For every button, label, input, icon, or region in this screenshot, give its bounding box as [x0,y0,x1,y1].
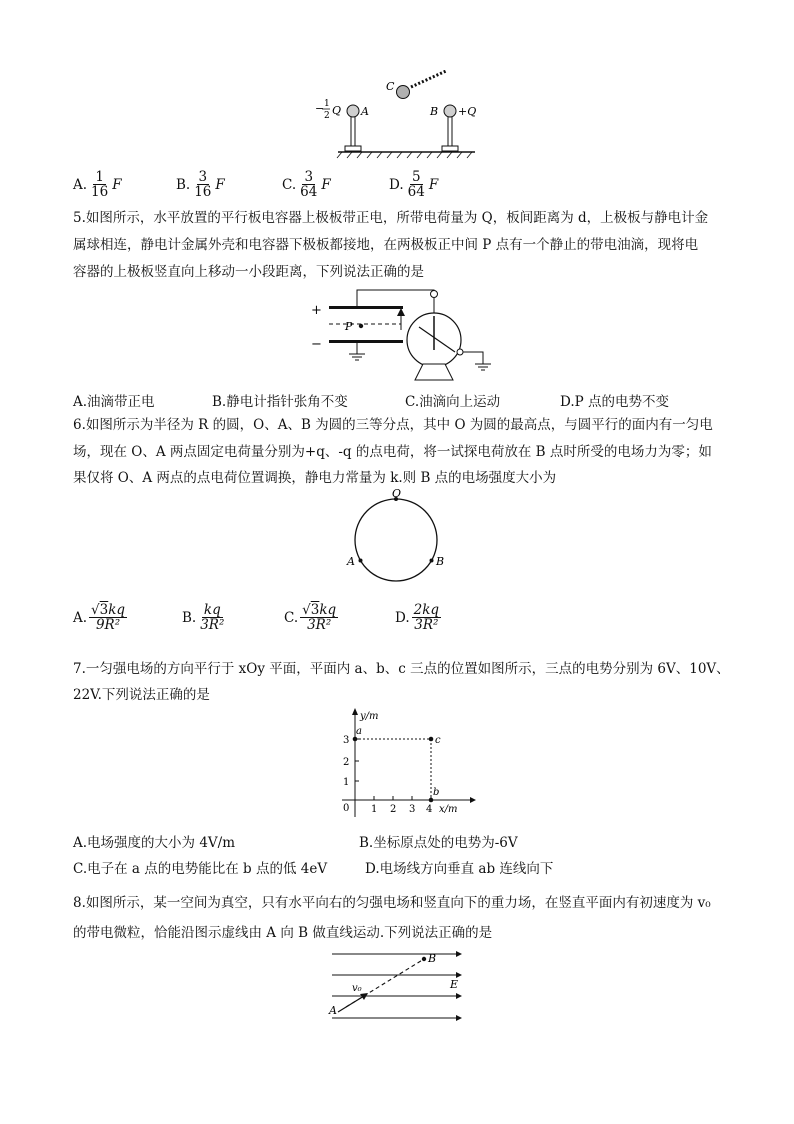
label-e: E [450,978,459,991]
point-b [429,798,434,803]
label-b: B [436,555,445,568]
q5-option-d: D.P 点的电势不变 [560,394,670,410]
label-a: A [329,1004,337,1017]
x-tick-2: 2 [390,804,397,815]
sphere-c [397,86,410,99]
q5-line-2: 属球相连，静电计金属外壳和电容器下极板都接地，在两极板正中间 P 点有一个静止的带电油滴，现将电 [73,237,699,253]
q5-option-a: A.油滴带正电 [73,394,155,410]
q6-option-b: B. $\frac{kq}{\text{3R²}}$ [182,602,225,634]
q5-line-1: 5.如图所示，水平放置的平行板电容器上极板带正电，所带电荷量为 Q，板间距离为 d，上极板与静电计金 [73,210,709,226]
minus-sign: − [311,337,322,352]
x-tick-4: 4 [426,804,433,815]
label-half-den: 2 [324,111,330,121]
point-a [353,737,358,742]
q6-option-c: C. $\frac{√3kq}{\text{3R²}}$ [284,602,337,634]
q6-line-3: 果仅将 O、A 两点的点电荷位置调换，静电力常量为 k.则 B 点的电场强度大小为 [73,470,557,486]
y-axis-label: y/m [360,711,379,722]
q6-line-1: 6.如图所示为半径为 R 的圆，O、A、B 为圆的三等分点，其中 O 为圆的最高点，与圆平行的面内有一匀电 [73,417,713,433]
label-a: A [361,105,369,118]
x-tick-3: 3 [409,804,416,815]
q6-option-a: A. $\frac{√3kq}{\text{9R²}}$ [73,602,126,634]
q4-option-a: A. $\frac{1}{16}$ F [73,169,122,201]
label-c: c [435,735,441,746]
q7-option-c: C.电子在 a 点的电势能比在 b 点的低 4eV [73,861,328,877]
point-c [429,737,434,742]
q5-option-b: B.静电计指针张角不变 [212,394,348,410]
label-minus: − [315,102,325,115]
label-half-num: 1 [324,99,330,109]
origin-label: 0 [343,803,350,814]
label-b: B [430,105,439,118]
x-axis-label: x/m [439,804,458,815]
y-tick-1: 1 [343,777,350,788]
label-neg-q: Q [332,104,342,117]
q5-option-c: C.油滴向上运动 [405,394,501,410]
point-p [359,324,363,328]
label-b: B [428,952,437,965]
q5-figure [305,282,495,386]
label-a: A [347,555,355,568]
velocity-arrow [338,996,364,1012]
q6-figure [340,487,450,587]
q4-option-b: B. $\frac{3}{16}$ F [176,169,225,201]
q4-option-d: D. $\frac{5}{64}$ F [389,169,439,201]
y-tick-2: 2 [343,757,350,768]
q7-figure [330,705,480,823]
q8-line-2: 的带电微粒，恰能沿图示虚线由 A 向 B 做直线运动.下列说法正确的是 [73,925,493,941]
q7-line-2: 22V.下列说法正确的是 [73,687,210,703]
label-a: a [356,726,362,737]
q5-line-3: 容器的上极板竖直向上移动一小段距离，下列说法正确的是 [73,264,424,280]
circle [355,499,437,581]
q6-option-d: D. $\frac{2kq}{\text{3R²}}$ [395,602,440,634]
upper-plate [329,306,403,309]
plus-sign: + [311,303,322,318]
lower-plate [329,340,403,343]
q6-line-2: 场，现在 O、A 两点固定电荷量分别为+q、-q 的点电荷，将一试探电荷放在 B 点时所受的电场力为零；如 [73,444,712,460]
label-o: O [392,487,402,500]
sphere-b [442,105,458,151]
label-p: P [345,320,353,333]
label-c: C [386,80,395,93]
q7-line-1: 7.一匀强电场的方向平行于 xOy 平面，平面内 a、b、c 三点的位置如图所示，三点的电势分别为 6V、10V、 [73,661,730,677]
q8-line-1: 8.如图所示，某一空间为真空，只有水平向右的匀强电场和竖直向下的重力场，在竖直平面内有初速度为 v₀ [73,895,711,911]
point-b [422,957,426,961]
sphere-a [345,105,361,151]
electroscope [407,298,491,380]
q8-figure [328,944,468,1028]
q4-option-c: C. $\frac{3}{64}$ F [282,169,331,201]
q4-figure [300,70,490,160]
y-tick-3: 3 [343,735,350,746]
point-a [359,559,363,563]
label-b: b [433,787,440,798]
q7-option-a: A.电场强度的大小为 4V/m [73,835,236,851]
point-b [430,559,434,563]
x-tick-1: 1 [371,804,378,815]
q7-option-b: B.坐标原点处的电势为-6V [359,835,518,851]
label-pos-q: +Q [458,105,477,118]
label-v0: v₀ [352,983,362,994]
q7-option-d: D.电场线方向垂直 ab 连线向下 [365,861,554,877]
